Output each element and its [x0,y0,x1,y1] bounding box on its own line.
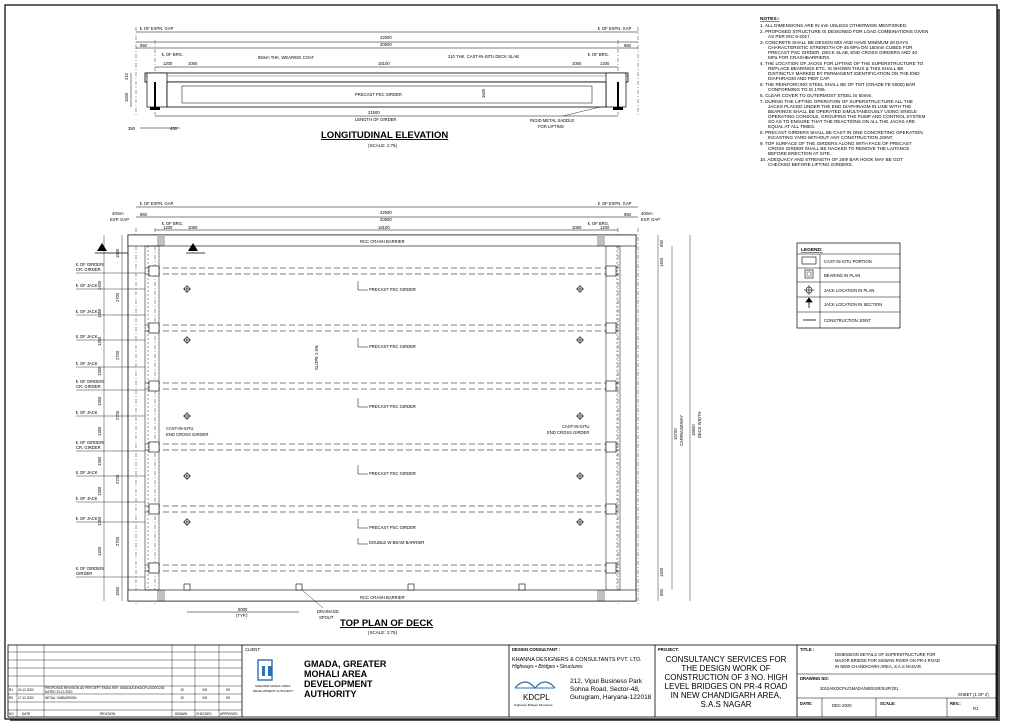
legend-item-1: CAST-IN-SITU PORTION [824,259,872,264]
legend-item-2: BEARING IN PLAN [824,273,861,278]
drawing-no-label: DRAWING NO: [800,676,830,681]
project-label: PROJECT: [658,647,679,652]
plan-950-right: 950 [624,212,631,217]
kdcpl-text: KDCPL [523,693,550,702]
svg-text:CHECKED: CHECKED [196,712,212,716]
elev-girder-label: PRECAST PSC GIRDER [355,92,402,97]
plan-exp-gap-left: ℄ OF EXPN. GAP [140,201,174,206]
svg-text:CHARACTERISTIC STRENGTH OF 45: CHARACTERISTIC STRENGTH OF 45 MPa ON 150mm CUBES FOR [768,45,913,50]
plan-scale: (SCALE: 1:75) [368,630,398,635]
plan-1200-right: 1200 [600,225,610,230]
elev-saddle-label: RIGID METAL SADDLE [530,118,575,123]
elev-1050-right: 1050 [572,61,582,66]
rev-value: R1 [973,706,979,711]
svg-text:5000: 5000 [238,607,248,612]
svg-text:2700: 2700 [115,474,120,484]
svg-text:1350: 1350 [97,486,102,496]
plan-brg-left: ℄ OF BRG. [162,221,184,226]
svg-text:JS: JS [180,696,184,700]
svg-text:550: 550 [659,589,664,596]
svg-text:PRECAST PSC GIRDER, DECK SLAB,: PRECAST PSC GIRDER, DECK SLAB, END CROSS GIRDERS AND 40 [768,50,917,55]
elev-1200-left: 1200 [163,61,173,66]
plan-brg-right: ℄ OF BRG. [588,221,610,226]
plan-cross-girder-left-2: END CROSS GIRDER [166,432,209,437]
svg-text:1400: 1400 [659,567,664,577]
sheet-number: SHEET (1 OF 2) [958,692,989,697]
note-3: 3. CONCRETE SHALL BE DESIGN MIX AND HAVE MINIMUM 28 DAYS [760,40,909,45]
plan-girder-label-2: PRECAST PSC GIRDER [369,344,416,349]
plan-18100: 18100 [378,225,390,230]
left-label-0: ℄ OF GIRDER/ [76,262,105,267]
svg-text:SK: SK [226,688,231,692]
client-label: CLIENT: [245,647,261,652]
elev-brg-left: ℄ OF BRG. [162,52,184,57]
svg-text:15700: 15700 [673,428,678,440]
left-label-4: ℄ OF JACK [76,361,98,366]
project-line-2: THE DESIGN WORK OF [681,664,771,673]
elev-950-right: 950 [624,43,631,48]
elev-400: 400 [170,126,177,131]
left-label-2: ℄ OF JACK [76,309,98,314]
svg-text:A: A [99,247,103,252]
plan-barrier-top: RCC CRASH BARRIER [360,239,405,244]
elev-scale: (SCALE: 1:75) [368,143,398,148]
svg-text:1350: 1350 [97,308,102,318]
svg-text:SPOUT: SPOUT [319,615,334,620]
svg-text:1350: 1350 [97,396,102,406]
svg-text:1350: 1350 [97,336,102,346]
plan-girder-label-3: PRECAST PSC GIRDER [369,404,416,409]
plan-girder-label-4: PRECAST PSC GIRDER [369,471,416,476]
legend-item-4: JACK LOCATION IN SECTION [824,302,883,307]
svg-text:GREATER MOHALI AREA: GREATER MOHALI AREA [255,684,291,688]
left-label-5: ℄ OF GIRDER/ [76,379,105,384]
elev-title: LONGITUDINAL ELEVATION [321,130,449,141]
svg-text:2700: 2700 [115,292,120,302]
svg-text:17.12.2020: 17.12.2020 [18,696,34,700]
project-line-1: CONSULTANCY SERVICES FOR [665,655,787,664]
plan-w-beam-label: DOUBLE W-BEAM BARRIER [369,540,425,545]
svg-text:1350: 1350 [97,426,102,436]
note-5: 5. THE REINFORCING STEEL SHALL BE OF TMT (GRADE FE 500D) BAR [760,82,916,87]
svg-text:EXP. GAP: EXP. GAP [110,217,130,222]
drawing-no: 2010A/KDCPL/GMADA/NB/SSR/SUP/201 [820,686,899,691]
svg-text:DRAINAGE: DRAINAGE [317,609,339,614]
svg-text:PROPOSED REVISION AS PER DEPT: PROPOSED REVISION AS PER DEPT EMAIL REF. GMADA/CE/KDCPL/2020/1234 [45,686,165,690]
svg-text:18600: 18600 [691,424,696,436]
svg-text:SO AS TO ENSURE THAT THE REACT: SO AS TO ENSURE THAT THE REACTIONS ON ALL THE JACKS ARE [768,119,916,124]
svg-text:DRAWN: DRAWN [175,712,187,716]
rev-label: REV.: [950,701,961,706]
svg-text:CONFORMING TO IS 1786.: CONFORMING TO IS 1786. [768,87,826,92]
svg-text:210: 210 [124,73,129,80]
plan-girder-label-1: PRECAST PSC GIRDER [369,287,416,292]
svg-text:A: A [190,247,194,252]
svg-text:DATED 23.12.2020: DATED 23.12.2020 [45,690,73,694]
top-plan [75,201,702,635]
project-line-5: IN NEW CHANDIGARH AREA, [670,691,782,700]
svg-text:24.12.2020: 24.12.2020 [18,688,34,692]
consultant-address-2: Sohna Road, Sector-48, [570,686,640,693]
left-label-11: ℄ OF GIRDER/ [76,566,105,571]
left-label-7: ℄ OF GIRDER/ [76,440,105,445]
client-name-3: DEVELOPMENT [304,679,373,689]
plan-barrier-bottom: RCC CRASH BARRIER [360,595,405,600]
legend-heading: LEGEND: [801,248,823,253]
svg-text:1550: 1550 [115,586,120,596]
client-name-4: AUTHORITY [304,689,357,699]
plan-1200-left: 1200 [163,225,173,230]
svg-text:VW: VW [202,688,208,692]
svg-text:JS: JS [180,688,184,692]
consultant-sub: Highways • Bridges • Structures [512,664,583,670]
plan-cross-girder-right-2: END CROSS GIRDER [547,430,590,435]
left-label-3: ℄ OF JACK [76,334,98,339]
elev-1050-left: 1050 [188,61,198,66]
svg-text:OPERATING CONSOLE, GROUPING TH: OPERATING CONSOLE, GROUPING THE PUMP AND CONTROL SYSTEM [768,114,926,119]
svg-text:INITIAL SUBMISSION: INITIAL SUBMISSION [45,696,77,700]
svg-text:1350: 1350 [97,516,102,526]
elev-girder-length-dim: 21500 [368,110,380,115]
plan-girder-label-5: PRECAST PSC GIRDER [369,525,416,530]
svg-text:1400: 1400 [659,257,664,267]
elev-wearing-coat: 65mm THK. WEARING COAT [258,55,314,60]
plan-slope: SLOPE 2.5% [314,345,319,370]
date-value: DEC-2020 [832,703,852,708]
svg-text:DIAPHRAGM AND PIER CAP.: DIAPHRAGM AND PIER CAP. [768,76,830,81]
title-line-3: IN NEW CHANDIGARH AREA, S.A.S NAGAR. [835,664,923,669]
date-label: DATE: [800,701,813,706]
svg-text:CROSS GIRDER SHALL BE HACKED T: CROSS GIRDER SHALL BE HACKED TO REMOVE THE LAITANCE [768,146,910,151]
svg-text:1350: 1350 [97,456,102,466]
svg-text:EQUAL AT ALL TIMES.: EQUAL AT ALL TIMES. [768,124,816,129]
cast-in-situ-swatch [802,257,816,264]
elev-span-dim: 20500 [380,42,392,47]
svg-text:NO: NO [9,712,14,716]
svg-text:CR. GIRDER: CR. GIRDER [76,267,101,272]
svg-text:GIRDER: GIRDER [76,571,93,576]
note-10: 10. ADEQUACY AND STRENGTH OF 25Φ BAR HOOK MAY BE GOT [760,157,904,162]
left-label-6: ℄ OF JACK [76,410,98,415]
title-label: TITLE : [800,647,815,652]
legend-item-5: CONSTRUCTION JOINT [824,318,871,323]
note-9: 9. TOP SURFACE OF THE GIRDERS ALONG WITH FACE OF PRECAST [760,141,912,146]
legend-block [797,243,900,328]
consultant-name: KHANNA DESIGNERS & CONSULTANTS PVT. LTD. [512,657,642,663]
title-line-2: MAJOR BRIDGE FOR SISWAN RIVER ON PR-4 ROAD [835,658,940,663]
elev-girder-depth: 1600 [481,88,486,98]
svg-text:CR. GIRDER: CR. GIRDER [76,384,101,389]
svg-text:40mm: 40mm [641,211,653,216]
elev-deck-slab: 210 THK. CAST-IN-SITU DECK SLAB [448,54,519,59]
svg-text:1600: 1600 [124,92,129,102]
svg-text:2700: 2700 [115,536,120,546]
svg-text:1400: 1400 [97,546,102,556]
elev-girder-length-label: LENGTH OF GIRDER [355,117,397,122]
consultant-address-1: 212, Vipul Business Park [570,678,643,685]
client-name-2: MOHALI AREA [304,669,368,679]
elev-950-left: 950 [140,43,147,48]
svg-text:VW: VW [202,696,208,700]
project-line-3: CONSTRUCTION OF 3 NO. HIGH [664,673,788,682]
note-8: 8. PRECAST GIRDERS SHALL BE CAST IN ONE CONCRETING OPERATION [760,130,923,135]
svg-text:1350: 1350 [97,366,102,376]
svg-text:1550: 1550 [115,248,120,258]
svg-text:REVISION: REVISION [100,712,116,716]
scale-label: SCALE: [880,701,896,706]
plan-span-dim: 20500 [380,217,392,222]
svg-text:DEVELOPMENT AUTHORITY: DEVELOPMENT AUTHORITY [253,689,294,693]
gmada-logo [258,660,272,680]
project-line-4: LEVEL BRIDGES ON PR-4 ROAD [664,682,788,691]
plan-cross-girder-right-1: CAST-IN-SITU [562,424,590,429]
left-label-10: ℄ OF JACK [76,516,98,521]
svg-text:1400: 1400 [97,280,102,290]
svg-text:CR. GIRDER: CR. GIRDER [76,445,101,450]
consultant-label: DESIGN CONSULTANT : [512,647,560,652]
elev-1200-right: 1200 [600,61,610,66]
bearing-icon [805,270,813,278]
project-line-6: S.A.S NAGAR [700,700,752,709]
svg-text:Highways Bridges Structures: Highways Bridges Structures [514,703,553,707]
svg-text:MPa FOR CRASHBARRIERS.: MPa FOR CRASHBARRIERS. [768,55,831,60]
legend-item-3: JACK LOCATION IN PLAN [824,288,875,293]
svg-text:SK: SK [226,696,231,700]
svg-text:DECK WIDTH: DECK WIDTH [697,411,702,438]
svg-text:CARRIAGEWAY: CARRIAGEWAY [679,415,684,446]
svg-text:2700: 2700 [115,350,120,360]
svg-text:2700: 2700 [115,410,120,420]
svg-text:INCASTING YARD WITHOUT ANY CON: INCASTING YARD WITHOUT ANY CONSTRUCTION JOINT. [768,135,894,140]
svg-text:R0: R0 [9,696,14,700]
svg-text:JACKS PLACED UNDER THE END DIA: JACKS PLACED UNDER THE END DIAPHRAGM IN LINE WITH THE [768,104,912,109]
note-2: 2. PROPOSED STRUCTURE IS DESIGNED FOR LOAD COMBINATIONS GIVEN [760,29,929,34]
elev-350: 350 [128,126,135,131]
plan-cross-girder-left-1: CAST-IN-SITU [166,426,194,431]
svg-text:DATE: DATE [22,712,31,716]
note-4: 4. THE LOCATION OF JACKS FOR LIFTING OF THE SUPERSTRUCTURE TO [760,61,924,66]
svg-text:(TYP.): (TYP.) [236,613,248,618]
plan-title: TOP PLAN OF DECK [340,618,434,629]
elev-exp-gap-right: ℄ OF EXPN. GAP [598,26,632,31]
note-6: 6. CLEAR COVER TO OUTERMOST STEEL IS 50mm. [760,93,873,98]
left-label-8: ℄ OF JACK [76,470,98,475]
svg-text:550: 550 [659,240,664,247]
elev-18100: 18100 [378,61,390,66]
svg-text:DISTINCTLY MARKED BY PERMANENT: DISTINCTLY MARKED BY PERMANENT IDENTIFICATION ON THE END [768,71,920,76]
svg-text:BEARINGS SHALL BE OPERATED SIM: BEARINGS SHALL BE OPERATED SIMULTANEOUSLY USING SINGLE [768,109,917,114]
plan-950-left: 950 [140,212,147,217]
elev-brg-right: ℄ OF BRG. [588,52,610,57]
consultant-address-3: Gurugram, Haryana-122018 [570,694,652,701]
svg-text:AS PER IRC 6-2017.: AS PER IRC 6-2017. [768,34,811,39]
client-name-1: GMADA, GREATER [304,659,387,669]
plan-exp-gap-right: ℄ OF EXPN. GAP [598,201,632,206]
title-line-1: DIMENSION DETAILS OF SUPERSTRUCTURE FOR [835,652,936,657]
svg-text:APPROVED: APPROVED [220,712,238,716]
note-7: 7. DURING THE LIFTING OPERATION OF SUPERSTRUCTURE ALL THE [760,99,913,104]
notes-heading: NOTES:- [760,17,780,22]
svg-text:CHECKED BEFORE LIFTING GIRDERS: CHECKED BEFORE LIFTING GIRDERS. [768,162,853,167]
svg-text:EXP. GAP: EXP. GAP [641,217,661,222]
left-label-9: ℄ OF JACK [76,496,98,501]
svg-text:R1: R1 [9,688,14,692]
svg-text:BEFORE ERECTION AT SITE.: BEFORE ERECTION AT SITE. [768,151,832,156]
plan-overall-dim: 22500 [380,210,392,215]
left-label-1: ℄ OF JACK [76,283,98,288]
svg-text:40mm: 40mm [112,211,124,216]
elev-exp-gap-left: ℄ OF EXPN. GAP [140,26,174,31]
note-1: 1. ALL DIMENSIONS ARE IN mm UNLESS OTHERWISE MENTIONED. [760,23,908,28]
elev-overall-dim: 22500 [380,35,392,40]
plan-1050-right: 1050 [572,225,582,230]
svg-text:FOR LIFTING: FOR LIFTING [538,124,565,129]
svg-text:REPLACE BEARINGS ETC. IS SHOWN: REPLACE BEARINGS ETC. IS SHOWN THUS & THIS SHALL BE [768,66,904,71]
plan-1050-left: 1050 [188,225,198,230]
